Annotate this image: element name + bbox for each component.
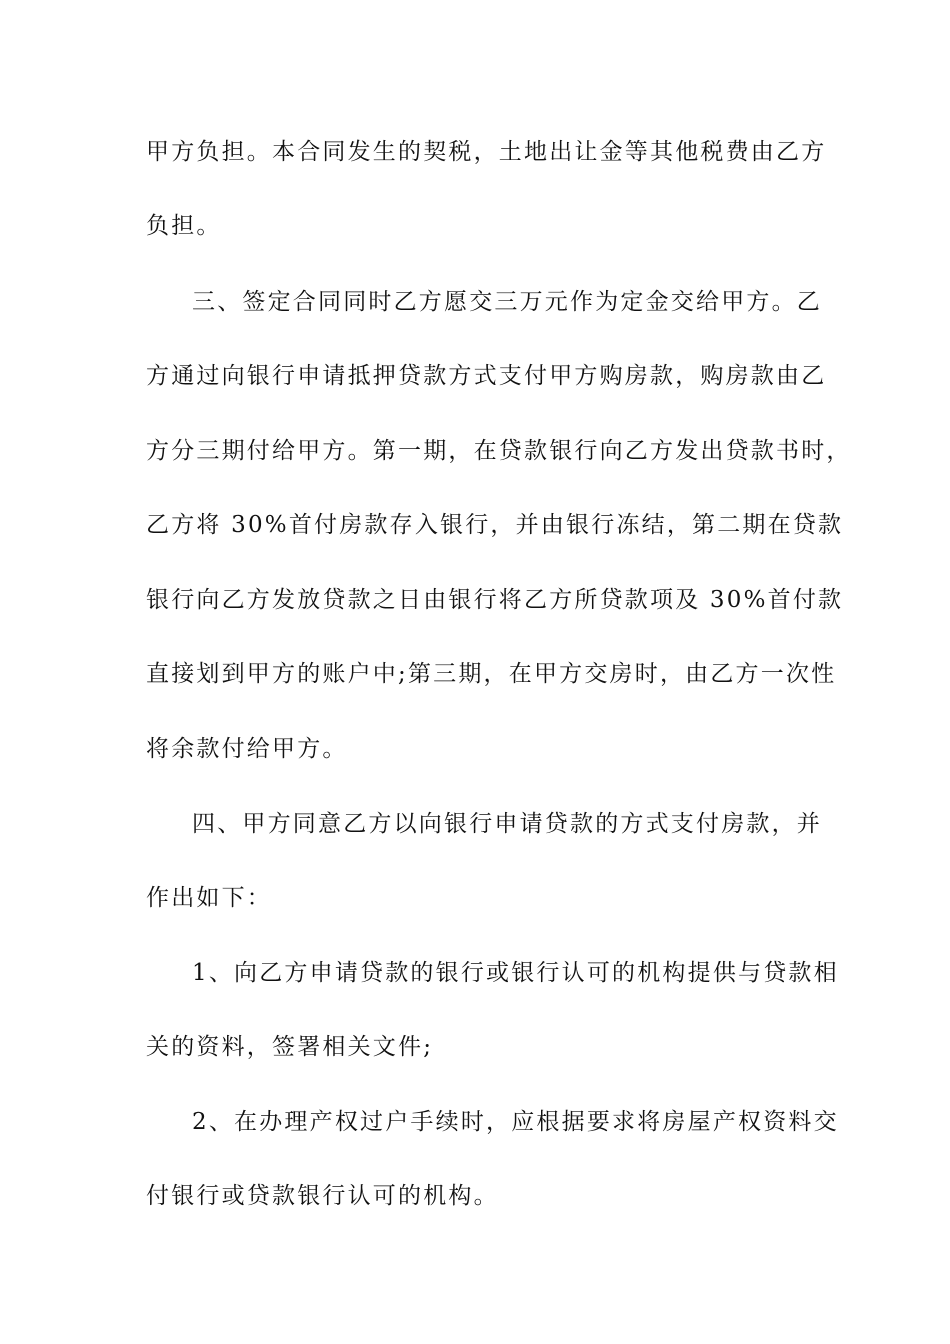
- text-line: 付银行或贷款银行认可的机构。: [146, 1183, 499, 1209]
- text-line: 甲方负担。本合同发生的契税，土地出让金等其他税费由乙方: [146, 139, 827, 165]
- text-line: 负担。: [146, 213, 222, 239]
- text-line: 银行向乙方发放贷款之日由银行将乙方所贷款项及 30%首付款: [146, 587, 844, 613]
- text-line: 乙方将 30%首付房款存入银行，并由银行冻结，第二期在贷款: [146, 512, 844, 538]
- item-one-start: 1、向乙方申请贷款的银行或银行认可的机构提供与贷款相: [192, 960, 839, 986]
- text-line: 关的资料，签署相关文件;: [146, 1034, 434, 1060]
- text-line: 方分三期付给甲方。第一期，在贷款银行向乙方发出贷款书时，: [146, 438, 852, 464]
- text-line: 方通过向银行申请抵押贷款方式支付甲方购房款，购房款由乙: [146, 363, 827, 389]
- paragraph-three-start: 三、签定合同同时乙方愿交三万元作为定金交给甲方。乙: [192, 289, 822, 315]
- item-two-start: 2、在办理产权过户手续时，应根据要求将房屋产权资料交: [192, 1109, 839, 1135]
- text-line: 直接划到甲方的账户中;第三期，在甲方交房时，由乙方一次性: [146, 661, 837, 687]
- paragraph-four-start: 四、甲方同意乙方以向银行申请贷款的方式支付房款，并: [192, 811, 822, 837]
- text-line: 作出如下：: [146, 885, 272, 911]
- text-line: 将余款付给甲方。: [146, 736, 348, 762]
